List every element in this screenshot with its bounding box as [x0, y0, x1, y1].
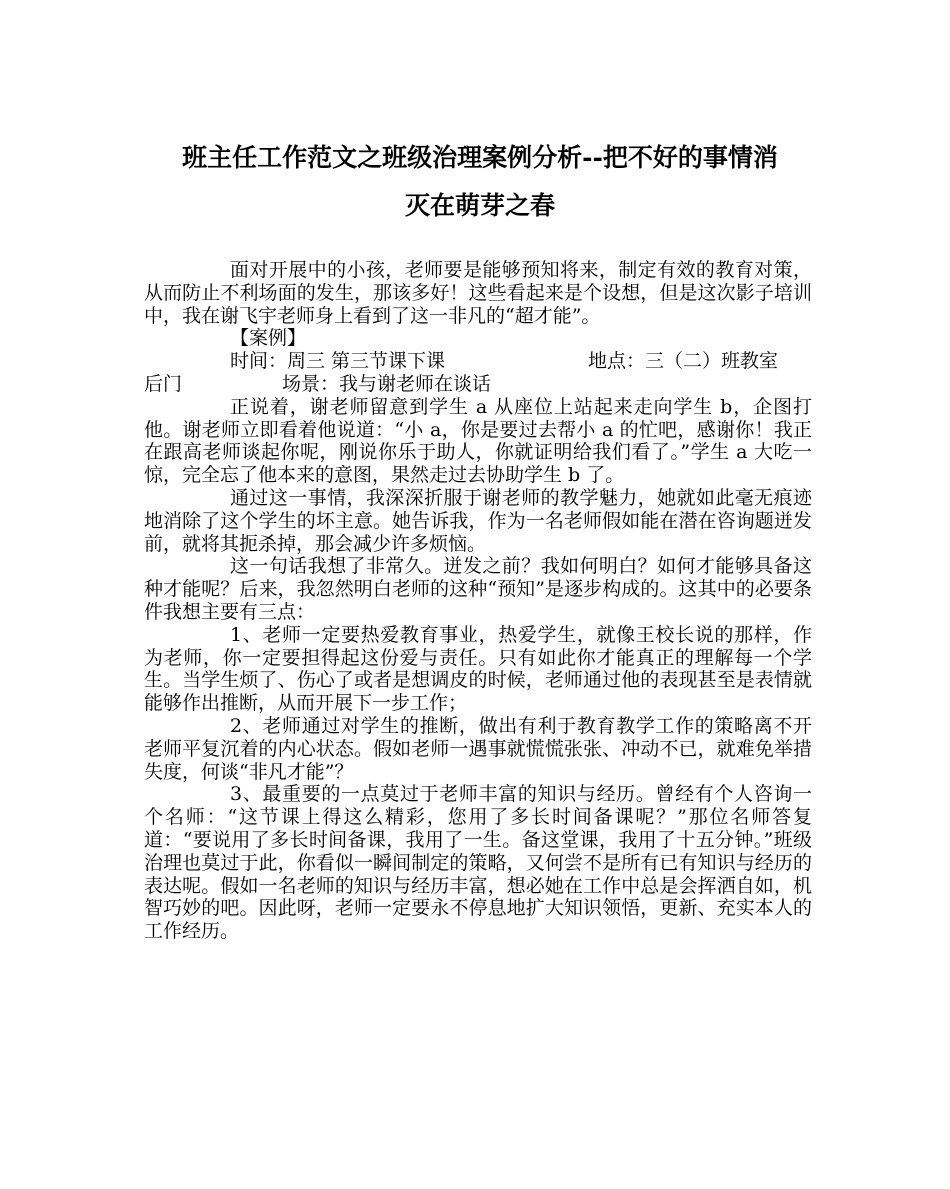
intro-paragraph: 面对开展中的小孩，老师要是能够预知将来，制定有效的教育对策，从而防止不利场面的发生，那该多好！这些看起来是个设想，但是这次影子培训中，我在谢飞宇老师身上看到了这一非凡的“超才能”。: [144, 259, 812, 327]
case-heading: 【案例】: [230, 327, 307, 350]
case-scene: 场景：我与谢老师在谈话: [282, 372, 492, 395]
paragraph-reflection: 通过这一事情，我深深折服于谢老师的教学魅力，她就如此毫无痕迹地消除了这个学生的坏主意。她告诉我，作为一名老师假如能在潜在咨询题迸发前，就将其扼杀掉，那会减少许多烦恼。: [144, 486, 812, 555]
case-place-continued: 后门: [144, 372, 183, 395]
case-heading-row: [144, 327, 812, 350]
paragraph-point-2: 2、老师通过对学生的推断，做出有利于教育教学工作的策略离不开老师平复沉着的内心状态。假如老师一遇事就慌慌张张、冲动不已，就难免举措失度，何谈“非凡才能”？: [144, 714, 812, 783]
case-place: 地点：三（二）班教室: [588, 350, 779, 373]
case-time: 时间：周三 第三节课下课: [230, 350, 446, 373]
document-title: [140, 134, 820, 230]
title-line-1: 班主任工作范文之班级治理案例分析--把不好的事情消: [182, 143, 778, 172]
paragraph-question: 这一句话我想了非常久。迸发之前？我如何明白？如何才能够具备这种才能呢？后来，我忽然明白老师的这种“预知”是逐步构成的。这其中的必要条件我想主要有三点：: [144, 555, 812, 623]
document-body: [144, 259, 812, 943]
paragraph-incident: 正说着，谢老师留意到学生 a 从座位上站起来走向学生 b，企图打他。谢老师立即看着他说道：“小 a，你是要过去帮小 a 的忙吧，感谢你！我正在跟高老师谈起你呢，刚说你乐于助人，你就证明给我们看了。”学生 a 大吃一惊，完全忘了他本来的意图，果然走过去协助学生 b 了。: [144, 395, 812, 487]
case-scene-row: [144, 373, 812, 396]
paragraph-point-1: 1、老师一定要热爱教育事业，热爱学生，就像王校长说的那样，作为老师，你一定要担得起这份爱与责任。只有如此你才能真正的理解每一个学生。当学生烦了、伤心了或者是想调皮的时候，老师通过他的表现甚至是表情就能够作出推断，从而开展下一步工作；: [144, 623, 812, 715]
title-line-2: 灭在萌芽之春: [404, 191, 555, 220]
case-time-row: [144, 350, 812, 373]
paragraph-point-3: 3、最重要的一点莫过于老师丰富的知识与经历。曾经有个人咨询一个名师：“这节课上得这么精彩，您用了多长时间备课呢？”那位名师答复道：“要说用了多长时间备课，我用了一生。备这堂课，我用了十五分钟。”班级治理也莫过于此，你看似一瞬间制定的策略，又何尝不是所有已有知识与经历的表达呢。假如一名老师的知识与经历丰富，想必她在工作中总是会挥洒自如，机智巧妙的吧。因此呀，老师一定要永不停息地扩大知识领悟，更新、充实本人的工作经历。: [144, 783, 812, 943]
